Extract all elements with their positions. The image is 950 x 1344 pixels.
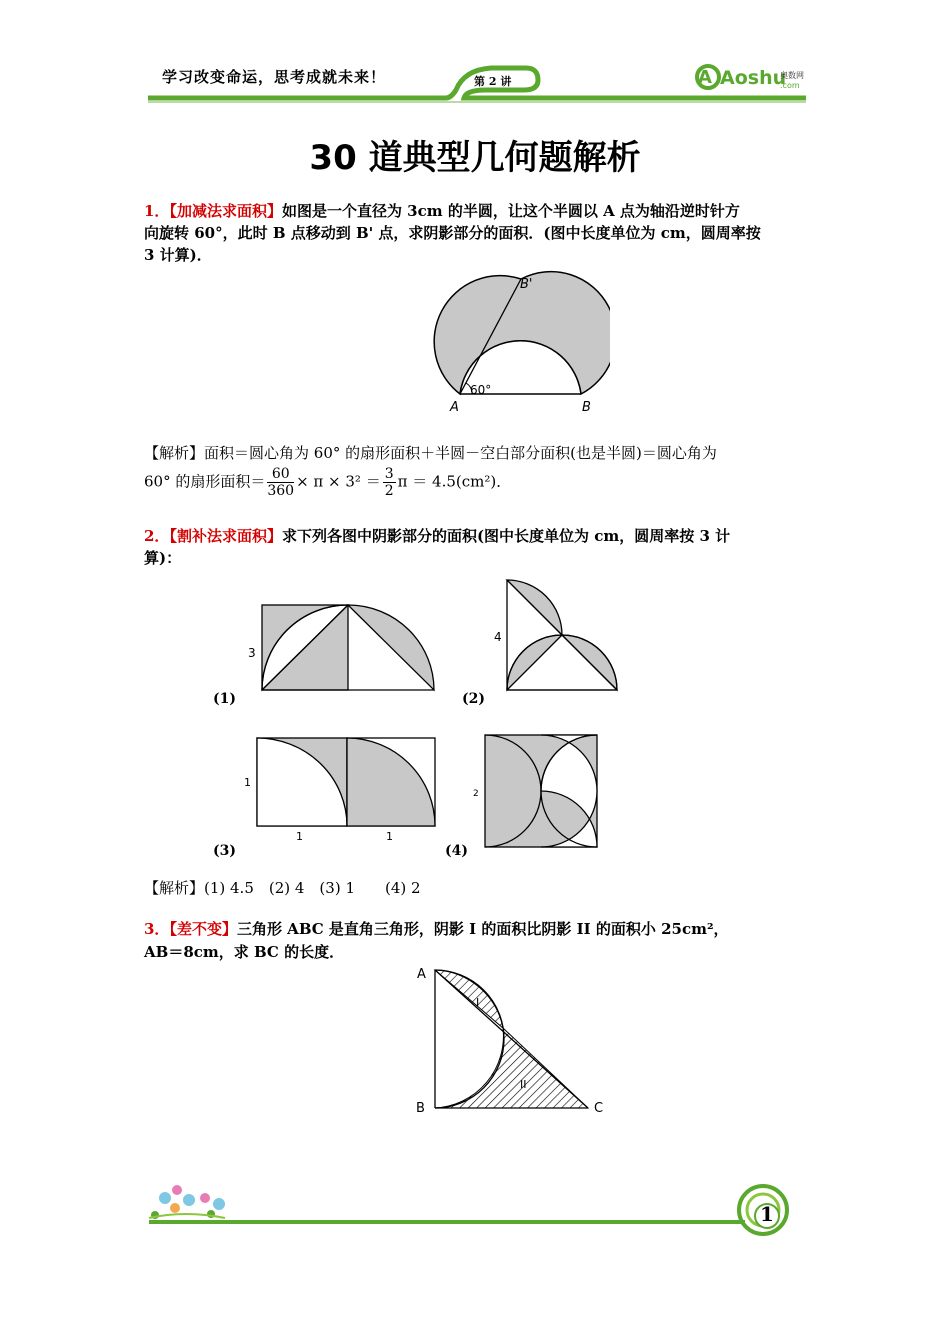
- label-i: I: [476, 996, 480, 1009]
- label-b: B: [416, 1101, 425, 1116]
- problem2-fig4: [470, 730, 610, 850]
- fig3-label: (3): [213, 843, 236, 859]
- fig1-dim: 3: [248, 646, 256, 660]
- problem3-figure: [410, 962, 610, 1122]
- problem1-figure: [410, 270, 610, 420]
- fig4-dim: 2: [473, 789, 479, 799]
- footer-decoration: [145, 1160, 815, 1240]
- fig2-label: (2): [462, 691, 485, 707]
- svg-text:A: A: [698, 67, 712, 88]
- problem3-line2: AB＝8cm，求 BC 的长度．: [144, 943, 345, 961]
- problem1-line2: 向旋转 60°，此时 B 点移动到 B' 点，求阴影部分的面积．(图中长度单位为 cm，圆周率按: [144, 224, 761, 242]
- page-title: 30 道典型几何题解析: [309, 138, 641, 178]
- problem1-solution-line2: 60° 的扇形面积＝ $\frac{60}{360}$ × π × 3² ＝ $\frac{3}{2}$ π ＝ 4.5(cm²)．: [144, 466, 512, 499]
- problem2-solution: 【解析】(1) 4.5 (2) 4 (3) 1 (4) 2: [144, 879, 421, 897]
- label-a: A: [450, 400, 459, 415]
- logo-com: .com: [780, 81, 800, 90]
- aoshu-logo: [694, 58, 814, 96]
- label-c: C: [594, 1101, 604, 1116]
- problem2-fig1: [240, 595, 440, 695]
- fig1-label: (1): [213, 691, 236, 707]
- label-a: A: [417, 967, 426, 982]
- fig3-dim-side: 1: [244, 776, 251, 789]
- problem2-fig3: [240, 730, 440, 850]
- label-b-prime: B': [520, 277, 533, 292]
- label-ii: II: [520, 1078, 527, 1091]
- problem2-line2: 算)：: [144, 549, 182, 567]
- lecture-label: 第 2 讲: [474, 75, 512, 88]
- problem2-fig2: [490, 575, 630, 700]
- fig3-dim-b2: 1: [386, 830, 393, 843]
- fig3-dim-b1: 1: [296, 830, 303, 843]
- fig2-dim: 4: [494, 630, 502, 644]
- problem1-line3: 3 计算)．: [144, 246, 212, 264]
- header-slogan: 学习改变命运，思考成就未来！: [162, 68, 387, 86]
- problem1-line1: 1．【加减法求面积】如图是一个直径为 3cm 的半圆，让这个半圆以 A 点为轴沿逆时针方: [144, 202, 740, 220]
- problem1-solution-line1: 【解析】面积＝圆心角为 60° 的扇形面积＋半圆－空白部分面积(也是半圆)＝圆心角为: [144, 444, 717, 462]
- label-angle: 60°: [470, 383, 492, 397]
- problem2-line1: 2．【割补法求面积】求下列各图中阴影部分的面积(图中长度单位为 cm，圆周率按 3 计: [144, 527, 731, 545]
- page-number: 1: [760, 1202, 774, 1226]
- problem3-line1: 3．【差不变】三角形 ABC 是直角三角形，阴影 I 的面积比阴影 II 的面积小 25cm²，: [144, 920, 729, 938]
- fig4-label: (4): [445, 843, 468, 859]
- logo-wordmark: Aoshu: [720, 67, 787, 89]
- logo-sub: 奥数网: [780, 71, 804, 80]
- label-b: B: [582, 400, 591, 415]
